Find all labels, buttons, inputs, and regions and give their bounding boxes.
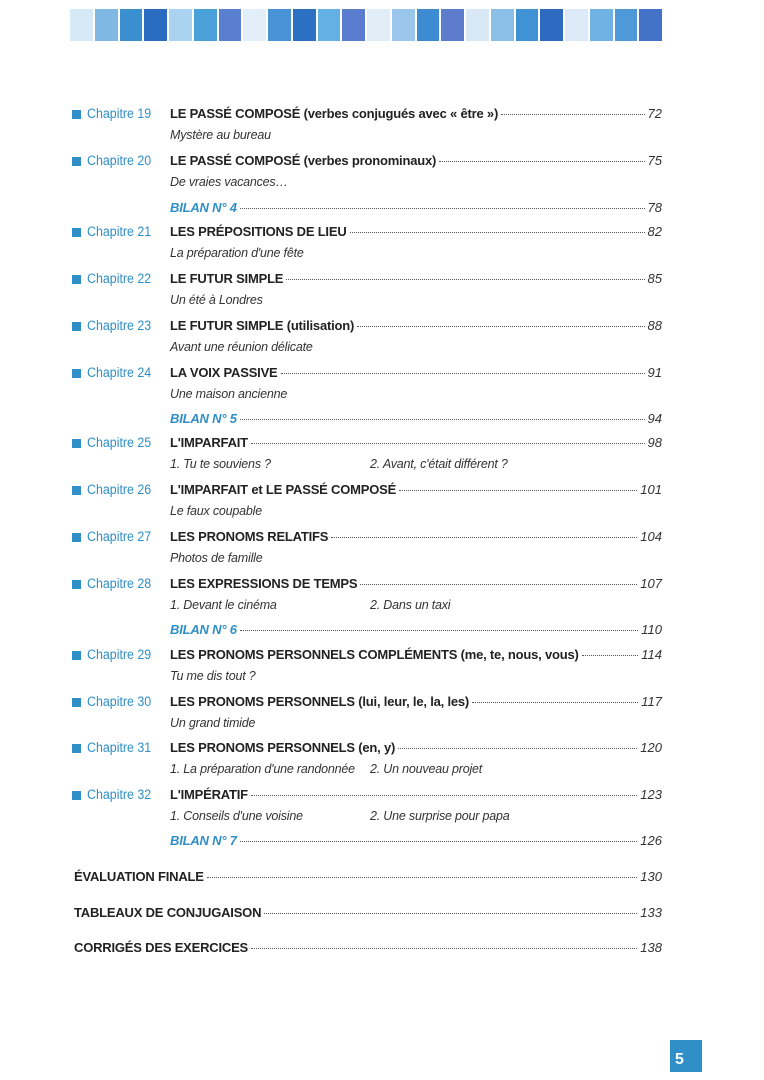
entry-title[interactable]: ÉVALUATION FINALE <box>74 869 204 884</box>
page-ref: 88 <box>647 318 662 333</box>
lesson-subtitle: De vraies vacances… <box>170 174 288 189</box>
chapter-row <box>0 785 764 805</box>
chapter-row <box>0 433 764 453</box>
bilan-row <box>0 620 764 640</box>
entry-title[interactable]: LES EXPRESSIONS DE TEMPS <box>170 576 358 591</box>
chapter-label: Chapitre 27 <box>87 529 152 544</box>
dot-leader <box>264 913 637 914</box>
dot-leader <box>240 208 645 209</box>
dot-leader <box>360 584 637 585</box>
entry-title[interactable]: LE PASSÉ COMPOSÉ (verbes conjugués avec « être ») <box>170 106 499 121</box>
entry-title[interactable]: L'IMPARFAIT <box>170 435 248 450</box>
square-bullet-icon <box>72 275 81 284</box>
lesson-subtitle: Avant une réunion délicate <box>170 339 313 354</box>
page-ref: 78 <box>647 200 662 215</box>
page-ref: 72 <box>647 106 662 121</box>
lesson-subtitle: 2. Une surprise pour papa <box>370 808 510 823</box>
page-ref: 85 <box>647 271 662 286</box>
chapter-label: Chapitre 31 <box>87 740 152 755</box>
square-bullet-icon <box>72 439 81 448</box>
dot-leader <box>357 326 644 327</box>
chapter-label: Chapitre 26 <box>87 482 152 497</box>
page-ref: 110 <box>641 622 662 637</box>
chapter-row <box>0 104 764 124</box>
page-number: 5 <box>670 1040 702 1072</box>
chapter-row <box>0 527 764 547</box>
dot-leader <box>399 490 637 491</box>
dot-leader <box>472 702 638 703</box>
appendix-row <box>0 903 764 923</box>
entry-title[interactable]: LES PRONOMS PERSONNELS (en, y) <box>170 740 396 755</box>
page-ref: 117 <box>641 694 662 709</box>
dot-leader <box>286 279 644 280</box>
page-ref: 94 <box>647 411 662 426</box>
lesson-subtitle: 2. Dans un taxi <box>370 597 451 612</box>
entry-title[interactable]: LE PASSÉ COMPOSÉ (verbes pronominaux) <box>170 153 437 168</box>
entry-title[interactable]: LE FUTUR SIMPLE (utilisation) <box>170 318 355 333</box>
dot-leader <box>251 443 645 444</box>
square-bullet-icon <box>72 791 81 800</box>
entry-title[interactable]: LA VOIX PASSIVE <box>170 365 278 380</box>
square-bullet-icon <box>72 744 81 753</box>
lesson-subtitle: 1. Tu te souviens ? <box>170 456 271 471</box>
chapter-label: Chapitre 23 <box>87 318 152 333</box>
square-bullet-icon <box>72 228 81 237</box>
lesson-subtitle: 1. La préparation d'une randonnée <box>170 761 355 776</box>
square-bullet-icon <box>72 369 81 378</box>
dot-leader <box>350 232 645 233</box>
page-ref: 107 <box>640 576 662 591</box>
dot-leader <box>251 795 637 796</box>
dot-leader <box>240 630 639 631</box>
lesson-subtitle: Le faux coupable <box>170 503 263 518</box>
page-ref: 82 <box>647 224 662 239</box>
dot-leader <box>240 841 638 842</box>
bilan-title[interactable]: BILAN N° 5 <box>170 411 237 426</box>
entry-title[interactable]: L'IMPÉRATIF <box>170 787 248 802</box>
chapter-label: Chapitre 30 <box>87 694 152 709</box>
bilan-row <box>0 409 764 429</box>
lesson-subtitle: Mystère au bureau <box>170 127 271 142</box>
entry-title[interactable]: LES PRONOMS PERSONNELS (lui, leur, le, la, les) <box>170 694 470 709</box>
appendix-row <box>0 867 764 887</box>
chapter-label: Chapitre 28 <box>87 576 152 591</box>
entry-title[interactable]: L'IMPARFAIT et LE PASSÉ COMPOSÉ <box>170 482 397 497</box>
chapter-row <box>0 738 764 758</box>
dot-leader <box>331 537 637 538</box>
lesson-subtitle: Photos de famille <box>170 550 263 565</box>
page-ref: 126 <box>640 833 662 848</box>
square-bullet-icon <box>72 533 81 542</box>
chapter-row <box>0 692 764 712</box>
chapter-label: Chapitre 32 <box>87 787 152 802</box>
chapter-label: Chapitre 19 <box>87 106 152 121</box>
dot-leader <box>240 419 645 420</box>
lesson-subtitle: Un grand timide <box>170 715 256 730</box>
page-ref: 101 <box>640 482 662 497</box>
page-ref: 75 <box>647 153 662 168</box>
chapter-row <box>0 269 764 289</box>
entry-title[interactable]: LES PRÉPOSITIONS DE LIEU <box>170 224 347 239</box>
lesson-subtitle: Une maison ancienne <box>170 386 288 401</box>
page-ref: 104 <box>640 529 662 544</box>
chapter-label: Chapitre 25 <box>87 435 152 450</box>
dot-leader <box>251 948 637 949</box>
chapter-row <box>0 363 764 383</box>
page-ref: 138 <box>640 940 662 955</box>
square-bullet-icon <box>72 157 81 166</box>
entry-title[interactable]: CORRIGÉS DES EXERCICES <box>74 940 249 955</box>
entry-title[interactable]: LES PRONOMS RELATIFS <box>170 529 329 544</box>
chapter-row <box>0 151 764 171</box>
square-bullet-icon <box>72 651 81 660</box>
lesson-subtitle: 1. Devant le cinéma <box>170 597 277 612</box>
lesson-subtitle: La préparation d'une fête <box>170 245 304 260</box>
entry-title[interactable]: TABLEAUX DE CONJUGAISON <box>74 905 262 920</box>
entry-title[interactable]: LES PRONOMS PERSONNELS COMPLÉMENTS (me, te, nous, vous) <box>170 647 579 662</box>
chapter-row <box>0 645 764 665</box>
chapter-label: Chapitre 20 <box>87 153 152 168</box>
dot-leader <box>281 373 645 374</box>
dot-leader <box>582 655 639 656</box>
page-ref: 123 <box>640 787 662 802</box>
square-bullet-icon <box>72 322 81 331</box>
chapter-row <box>0 574 764 594</box>
dot-leader <box>207 877 638 878</box>
dot-leader <box>439 161 644 162</box>
chapter-label: Chapitre 21 <box>87 224 152 239</box>
page-ref: 114 <box>641 647 662 662</box>
page-ref: 98 <box>647 435 662 450</box>
lesson-subtitle: Tu me dis tout ? <box>170 668 256 683</box>
bilan-row <box>0 831 764 851</box>
square-bullet-icon <box>72 580 81 589</box>
lesson-subtitle: 2. Un nouveau projet <box>370 761 483 776</box>
square-bullet-icon <box>72 698 81 707</box>
lesson-subtitle: Un été à Londres <box>170 292 263 307</box>
square-bullet-icon <box>72 486 81 495</box>
page-ref: 91 <box>647 365 662 380</box>
page-ref: 120 <box>640 740 662 755</box>
chapter-row <box>0 222 764 242</box>
chapter-row <box>0 316 764 336</box>
lesson-subtitle: 1. Conseils d'une voisine <box>170 808 303 823</box>
bilan-title[interactable]: BILAN N° 4 <box>170 200 237 215</box>
appendix-row <box>0 938 764 958</box>
chapter-row <box>0 480 764 500</box>
bilan-row <box>0 198 764 218</box>
bilan-title[interactable]: BILAN N° 6 <box>170 622 237 637</box>
entry-title[interactable]: LE FUTUR SIMPLE <box>170 271 284 286</box>
dot-leader <box>501 114 644 115</box>
chapter-label: Chapitre 29 <box>87 647 152 662</box>
page-ref: 130 <box>640 869 662 884</box>
dot-leader <box>398 748 637 749</box>
page-ref: 133 <box>640 905 662 920</box>
chapter-label: Chapitre 22 <box>87 271 152 286</box>
lesson-subtitle: 2. Avant, c'était différent ? <box>370 456 508 471</box>
square-bullet-icon <box>72 110 81 119</box>
bilan-title[interactable]: BILAN N° 7 <box>170 833 237 848</box>
chapter-label: Chapitre 24 <box>87 365 152 380</box>
